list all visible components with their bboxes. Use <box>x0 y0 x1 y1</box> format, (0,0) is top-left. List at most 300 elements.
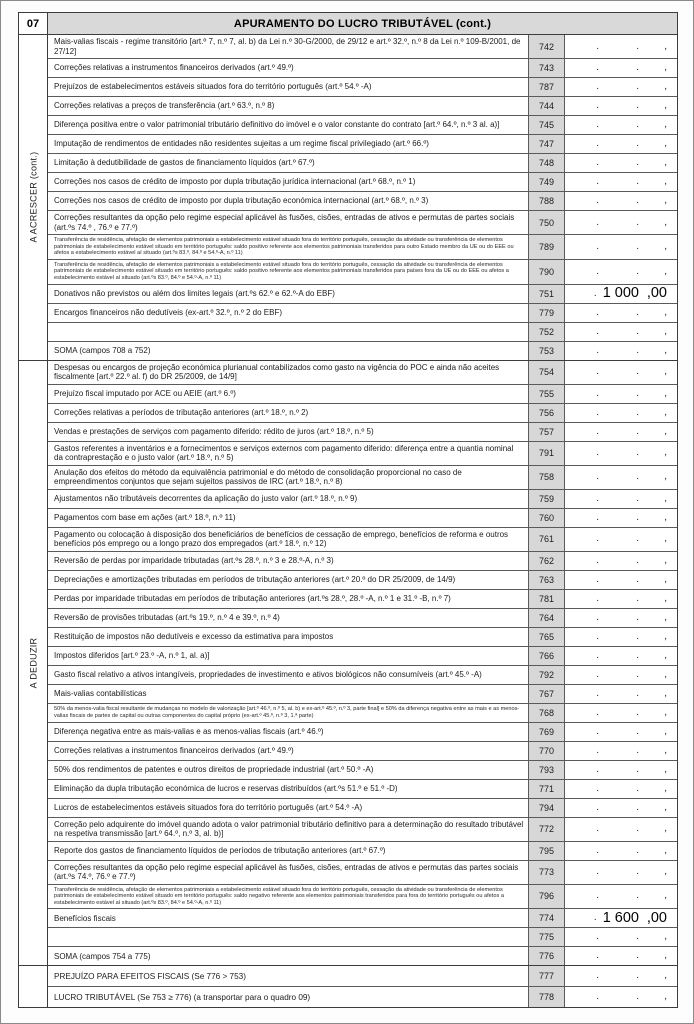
row-description: Lucros de estabelecimentos estáveis situados fora do território português (art.º 54.º -A) <box>54 802 363 812</box>
value-decimal-part: , <box>664 744 667 756</box>
form-row <box>48 947 677 965</box>
value-thousands-dot: . <box>596 492 599 504</box>
row-description: Pagamento ou colocação à disposição dos beneficiários de benefícios de cessação de emprego, benefícios de reforma e outros benefícios pós emprego ou a longo prazo dos empregados (art.º 18.º, n.º 12) <box>54 529 509 549</box>
value-cell[interactable] <box>565 211 677 234</box>
value-cell[interactable] <box>565 666 677 684</box>
value-decimal-part: , <box>664 630 667 642</box>
value-cell[interactable] <box>565 685 677 703</box>
value-thousands-dot: . <box>596 157 599 168</box>
form-row <box>48 723 677 742</box>
form-row <box>48 528 677 552</box>
form-row <box>48 666 677 685</box>
value-integer-part: . <box>636 844 639 856</box>
form-row <box>48 490 677 509</box>
section-label: A ACRESCER (cont.) <box>19 35 48 360</box>
value-cell[interactable] <box>565 361 677 384</box>
form-row <box>48 404 677 423</box>
form-row <box>48 59 677 78</box>
form-row <box>48 861 677 885</box>
field-code: 756 <box>528 404 565 422</box>
value-integer-part: . <box>636 240 639 252</box>
value-decimal-part: , <box>664 782 667 794</box>
value-integer-part: . <box>636 890 639 902</box>
value-integer-part: . <box>636 387 639 399</box>
field-code: 773 <box>528 861 565 884</box>
row-description: Restituição de impostos não dedutíveis e excesso da estimativa para impostos <box>54 631 334 641</box>
form-row <box>48 928 677 947</box>
value-integer-part: . <box>636 991 639 1003</box>
field-code: 772 <box>528 818 565 841</box>
value-integer-part: . <box>636 687 639 699</box>
value-integer-part: . <box>636 492 639 504</box>
field-code: 758 <box>528 466 565 489</box>
value-thousands-dot: . <box>596 782 599 794</box>
value-cell[interactable] <box>565 192 677 210</box>
value-integer-part: . <box>636 782 639 794</box>
value-decimal-part: , <box>664 447 667 459</box>
form-row <box>48 466 677 490</box>
value-decimal-part: , <box>664 62 667 73</box>
value-decimal-part: , <box>664 216 667 228</box>
row-description: Diferença positiva entre o valor patrimonial tributário definitivo do imóvel e o valor constante do contrato [art.º 64.º, n.º 3 al. a)] <box>54 120 500 130</box>
field-code: 757 <box>528 423 565 441</box>
value-integer-part: . <box>636 447 639 459</box>
value-thousands-dot: . <box>596 62 599 73</box>
row-description: Limitação à dedutibilidade de gastos de financiamento líquidos (art.º 67.º) <box>54 158 315 168</box>
value-decimal-part: , <box>664 649 667 661</box>
value-cell[interactable] <box>565 742 677 760</box>
row-description: SOMA (campos 754 a 775) <box>54 951 151 961</box>
field-code: 749 <box>528 173 565 191</box>
field-code: 774 <box>528 909 565 927</box>
value-integer-part: . <box>636 119 639 130</box>
value-decimal-part: , <box>664 195 667 206</box>
value-decimal-part: , <box>664 119 667 130</box>
value-integer-part: . <box>636 554 639 566</box>
value-integer-part: . <box>636 668 639 680</box>
row-description <box>48 323 528 341</box>
row-description: Reversão de perdas por imparidade tributadas (art.ºs 28.º, n.º 3 e 28.º-A, n.º 3) <box>54 555 334 565</box>
value-thousands-dot: . <box>596 387 599 399</box>
value-integer-part: . <box>636 40 639 52</box>
row-description: Reporte dos gastos de financiamento líquidos de períodos de tributação anteriores (art.º 67.º) <box>54 845 386 855</box>
row-description: Anulação dos efeitos do método da equivalência patrimonial e do método de consolidação proporcional no caso de empreendimentos conjuntos que sejam sujeitos passivos de IRC (art.º 18.º, n.º 8) <box>54 467 462 487</box>
value-decimal-part: , <box>664 573 667 585</box>
value-decimal-part: , <box>664 668 667 680</box>
value-cell[interactable] <box>565 404 677 422</box>
value-cell[interactable] <box>565 647 677 665</box>
value-thousands-dot: . <box>596 216 599 228</box>
form-row <box>48 116 677 135</box>
row-description: Transferência de residência, afetação de elementos patrimoniais a estabelecimento estável situado fora do território português, cessação da atividade ou transferência de elementos patrimoniais de estabelecimento estável situado em território português: saldo positivo referente aos elementos patrimoniais transferidos para países fora da UE ou do EEE ou afetos a estabelecimento estável aí situado (art.ºs 83.º, 84.º e 54.º-A, n.º 11) <box>54 261 509 281</box>
value-integer-part: . <box>636 425 639 437</box>
value-integer-part: . <box>636 62 639 73</box>
row-description: Correção pelo adquirente do imóvel quando adota o valor patrimonial tributário definitivo para a determinação do resultado tributável na respetiva transmissão [art.º 64.º, n.º 3, al. b)] <box>54 819 524 839</box>
value-cell[interactable] <box>565 628 677 646</box>
form-row <box>48 192 677 211</box>
value-integer-part: . <box>636 573 639 585</box>
field-code: 755 <box>528 385 565 403</box>
row-description: 50% da menos-valia fiscal resultante de mudanças no modelo de valorização [art.º 46.º, n.º 5, al. b) e ex-art.º 45.º, n.º 3, parte final] e 50% da diferença negativa entre as mais e as menos-valias fiscais de partes de capital ou outras componentes do capital próprio (ex-art.º 45.º, n.º 3, 1.ª parte) <box>54 705 520 719</box>
value-cell[interactable] <box>565 966 677 986</box>
value-decimal-part: , <box>664 306 667 318</box>
section-label <box>19 966 48 1007</box>
row-description: Correções resultantes da opção pelo regime especial aplicável às fusões, cisões, entradas de ativos e permutas das partes sociais (art.ºs 74.º, 76.º e 77.º) <box>54 862 519 882</box>
value-cell[interactable] <box>565 799 677 817</box>
value-thousands-dot: . <box>596 425 599 437</box>
value-thousands-dot: . <box>596 592 599 604</box>
value-integer-part: . <box>636 344 639 356</box>
value-thousands-dot: . <box>596 844 599 856</box>
field-code: 775 <box>528 928 565 946</box>
form-row <box>48 647 677 666</box>
value-cell[interactable] <box>565 385 677 403</box>
value-integer-part: . <box>636 138 639 149</box>
row-description: Correções relativas a preços de transferência (art.º 63.º, n.º 8) <box>54 101 275 111</box>
field-code: 753 <box>528 342 565 360</box>
value-thousands-dot: . <box>596 890 599 902</box>
row-description: Eliminação da dupla tributação económica de lucros e reservas distribuídos (art.ºs 51.º e 51.º -D) <box>54 783 398 793</box>
value-cell[interactable] <box>565 304 677 322</box>
row-description: Imputação de rendimentos de entidades não residentes sujeitas a um regime fiscal privilegiado (art.º 66.º) <box>54 139 429 149</box>
value-thousands-dot: . <box>596 240 599 252</box>
value-cell[interactable] <box>565 78 677 96</box>
field-code: 759 <box>528 490 565 508</box>
value-thousands-dot: . <box>596 195 599 206</box>
field-code: 751 <box>528 285 565 303</box>
field-code: 754 <box>528 361 565 384</box>
value-integer-part: . <box>636 725 639 737</box>
field-code: 790 <box>528 260 565 284</box>
form-row <box>48 260 677 285</box>
value-cell[interactable] <box>565 987 677 1007</box>
form-row <box>48 173 677 192</box>
value-cell[interactable] <box>565 466 677 489</box>
field-code: 781 <box>528 590 565 608</box>
value-decimal-part: ,00 <box>646 285 667 302</box>
form-row <box>48 761 677 780</box>
value-cell[interactable] <box>565 928 677 946</box>
row-description: Transferência de residência, afetação de elementos patrimoniais a estabelecimento estável situado fora do território português, cessação da atividade ou transferência de elementos patrimoniais de estabelecimento estável situado em território português: saldo positivo referente aos elementos patrimoniais transferidos para outro Estado membro da UE ou do EEE ou afetos a estabelecimento estável aí situado (art.ºs 83.º, 84.º e 54.º-A, n.º 11) <box>54 237 514 257</box>
value-cell[interactable] <box>565 609 677 627</box>
value-thousands-dot: . <box>596 970 599 982</box>
value-cell[interactable] <box>565 509 677 527</box>
value-decimal-part: , <box>664 554 667 566</box>
value-cell[interactable] <box>565 235 677 259</box>
form-row <box>48 154 677 173</box>
value-decimal-part: ,00 <box>646 910 667 927</box>
value-cell[interactable] <box>565 761 677 779</box>
value-cell[interactable] <box>565 947 677 965</box>
field-code: 787 <box>528 78 565 96</box>
value-decimal-part: , <box>664 425 667 437</box>
row-description: Ajustamentos não tributáveis decorrentes da aplicação do justo valor (art.º 18.º, n.º 9) <box>54 493 358 503</box>
value-integer-part: . <box>636 706 639 718</box>
value-cell[interactable] <box>565 723 677 741</box>
value-thousands-dot: . <box>596 325 599 337</box>
row-description: Impostos diferidos [art.º 23.º -A, n.º 1, al. a)] <box>54 650 210 660</box>
row-description: Correções nos casos de crédito de imposto por dupla tributação jurídica internacional (art.º 68.º, n.º 1) <box>54 177 416 187</box>
value-integer-part: 1 000 <box>602 285 639 302</box>
value-cell[interactable] <box>565 59 677 77</box>
value-integer-part: . <box>636 592 639 604</box>
value-integer-part: . <box>636 100 639 111</box>
field-code: 792 <box>528 666 565 684</box>
field-code: 762 <box>528 552 565 570</box>
value-thousands-dot: . <box>596 138 599 149</box>
value-integer-part: . <box>636 366 639 378</box>
value-thousands-dot: . <box>596 81 599 92</box>
field-code: 788 <box>528 192 565 210</box>
row-description: 50% dos rendimentos de patentes e outros direitos de propriedade industrial (art.º 50.º -A) <box>54 764 374 774</box>
value-thousands-dot: . <box>596 687 599 699</box>
value-integer-part: . <box>636 763 639 775</box>
field-code: 796 <box>528 885 565 909</box>
field-code: 743 <box>528 59 565 77</box>
row-description: Perdas por imparidade tributadas em períodos de tributação anteriores (art.ºs 28.º, 28.º -A, n.º 1 e 31.º -B, n.º 7) <box>54 593 451 603</box>
value-decimal-part: , <box>664 950 667 962</box>
row-description: Encargos financeiros não dedutíveis (ex-art.º 32.º, n.º 2 do EBF) <box>54 307 282 317</box>
field-code: 770 <box>528 742 565 760</box>
value-integer-part: . <box>636 801 639 813</box>
field-code: 768 <box>528 704 565 722</box>
value-decimal-part: , <box>664 823 667 835</box>
value-integer-part: . <box>636 970 639 982</box>
row-description: LUCRO TRIBUTÁVEL (Se 753 ≥ 776) (a transportar para o quadro 09) <box>54 992 311 1002</box>
value-integer-part: . <box>636 649 639 661</box>
value-thousands-dot: . <box>596 533 599 545</box>
row-description: Diferença negativa entre as mais-valias e as menos-valias fiscais (art.º 46.º) <box>54 726 324 736</box>
field-code: 748 <box>528 154 565 172</box>
form-row <box>48 552 677 571</box>
value-cell[interactable] <box>565 818 677 841</box>
value-decimal-part: , <box>664 592 667 604</box>
field-code: 763 <box>528 571 565 589</box>
value-cell[interactable] <box>565 490 677 508</box>
row-description: Reversão de provisões tributadas (art.ºs 19.º, n.º 4 e 39.º, n.º 4) <box>54 612 280 622</box>
row-description: Despesas ou encargos de projeção económica plurianual contabilizados como gasto na vigência do POC e ainda não aceites fiscalmente [art.º 22.º al. f) do DR 25/2009, de 14/9] <box>54 362 500 382</box>
value-cell[interactable] <box>565 552 677 570</box>
value-decimal-part: , <box>664 492 667 504</box>
value-cell[interactable] <box>565 97 677 115</box>
form-row <box>48 97 677 116</box>
value-thousands-dot: . <box>596 801 599 813</box>
row-description: Correções relativas a instrumentos financeiros derivados (art.º 49.º) <box>54 63 294 73</box>
value-cell[interactable] <box>565 861 677 884</box>
value-thousands-dot: . <box>596 511 599 523</box>
form-row <box>48 571 677 590</box>
section-rows <box>48 966 677 1007</box>
value-integer-part: . <box>636 866 639 878</box>
value-cell[interactable] <box>565 590 677 608</box>
form-row <box>48 685 677 704</box>
value-thousands-dot: . <box>596 554 599 566</box>
form-row <box>48 509 677 528</box>
form-row <box>48 211 677 235</box>
form-row <box>48 342 677 360</box>
field-code: 793 <box>528 761 565 779</box>
value-thousands-dot: . <box>596 630 599 642</box>
value-thousands-dot: . <box>593 287 597 299</box>
value-cell[interactable] <box>565 442 677 465</box>
form-section <box>19 361 677 967</box>
row-description: Mais-valias contabilísticas <box>54 688 147 698</box>
value-decimal-part: , <box>664 991 667 1003</box>
form-section <box>19 35 677 361</box>
form-row <box>48 818 677 842</box>
value-cell[interactable] <box>565 116 677 134</box>
form-row <box>48 235 677 260</box>
value-thousands-dot: . <box>596 366 599 378</box>
form-row <box>48 609 677 628</box>
quadro-number: 07 <box>19 13 48 34</box>
value-cell[interactable] <box>565 842 677 860</box>
value-cell[interactable] <box>565 704 677 722</box>
field-code: 791 <box>528 442 565 465</box>
row-description: Correções relativas a instrumentos financeiros derivados (art.º 49.º) <box>54 745 294 755</box>
value-decimal-part: , <box>664 844 667 856</box>
row-description: Prejuízos de estabelecimentos estáveis situados fora do território português (art.º 54.º -A) <box>54 82 372 92</box>
value-integer-part: . <box>636 265 639 277</box>
row-description: Mais-valias fiscais - regime transitório [art.º 7, n.º 7, al. b) da Lei n.º 30-G/2000, de 29/12 e art.º 32.º, n.º 8 da Lei n.º 109-B/2001, de 27/12] <box>54 37 521 56</box>
value-decimal-part: , <box>664 81 667 92</box>
row-description: PREJUÍZO PARA EFEITOS FISCAIS (Se 776 > 753) <box>54 971 246 981</box>
field-code: 767 <box>528 685 565 703</box>
value-thousands-dot: . <box>596 573 599 585</box>
form-row <box>48 842 677 861</box>
value-cell[interactable] <box>565 154 677 172</box>
value-thousands-dot: . <box>596 119 599 130</box>
value-integer-part: . <box>636 471 639 483</box>
sections-root <box>19 35 677 1007</box>
value-decimal-part: , <box>664 970 667 982</box>
row-description: Transferência de residência, afetação de elementos patrimoniais a estabelecimento estável situado fora do território português, cessação da atividade ou transferência de elementos patrimoniais de estabelecimento estável situado em território português: saldo negativo referente aos elementos patrimoniais transferidos para fora do território português ou afetos a estabelecimento estável aí situado (art.ºs 83.º, 84.º e 54.º-A, n.º 11) <box>54 886 504 906</box>
value-cell[interactable] <box>565 135 677 153</box>
value-decimal-part: , <box>664 40 667 52</box>
value-integer-part: . <box>636 533 639 545</box>
value-thousands-dot: . <box>596 344 599 356</box>
value-decimal-part: , <box>664 801 667 813</box>
row-description: Benefícios fiscais <box>54 913 116 923</box>
value-thousands-dot: . <box>596 176 599 187</box>
table-header <box>19 13 677 35</box>
value-thousands-dot: . <box>596 866 599 878</box>
value-cell[interactable] <box>565 780 677 798</box>
section-label: A DEDUZIR <box>19 361 48 966</box>
form-row <box>48 909 677 928</box>
field-code: 769 <box>528 723 565 741</box>
value-decimal-part: , <box>664 265 667 277</box>
value-thousands-dot: . <box>596 763 599 775</box>
row-description: Donativos não previstos ou além dos limites legais (art.ºs 62.º e 62.º-A do EBF) <box>54 288 335 298</box>
value-thousands-dot: . <box>596 706 599 718</box>
value-decimal-part: , <box>664 100 667 111</box>
value-cell[interactable] <box>565 173 677 191</box>
field-code: 764 <box>528 609 565 627</box>
value-decimal-part: , <box>664 511 667 523</box>
value-integer-part: . <box>636 325 639 337</box>
value-integer-part: . <box>636 195 639 206</box>
value-integer-part: . <box>636 931 639 943</box>
value-decimal-part: , <box>664 344 667 356</box>
form-row <box>48 987 677 1007</box>
value-thousands-dot: . <box>596 950 599 962</box>
value-thousands-dot: . <box>596 265 599 277</box>
value-integer-part: . <box>636 176 639 187</box>
value-decimal-part: , <box>664 325 667 337</box>
form-row <box>48 704 677 723</box>
value-decimal-part: , <box>664 366 667 378</box>
form-title: APURAMENTO DO LUCRO TRIBUTÁVEL (cont.) <box>48 13 677 34</box>
form-row <box>48 385 677 404</box>
row-description: Vendas e prestações de serviços com pagamento diferido: rédito de juros (art.º 18.º, n.º 5) <box>54 426 374 436</box>
field-code: 779 <box>528 304 565 322</box>
value-integer-part: . <box>636 406 639 418</box>
row-description <box>48 928 528 946</box>
value-cell[interactable] <box>565 285 677 303</box>
value-integer-part: . <box>636 744 639 756</box>
value-thousands-dot: . <box>596 725 599 737</box>
field-code: 777 <box>528 966 565 986</box>
value-decimal-part: , <box>664 763 667 775</box>
value-thousands-dot: . <box>596 471 599 483</box>
row-description: SOMA (campos 708 a 752) <box>54 345 151 355</box>
field-code: 776 <box>528 947 565 965</box>
field-code: 745 <box>528 116 565 134</box>
value-cell[interactable] <box>565 423 677 441</box>
value-decimal-part: , <box>664 157 667 168</box>
value-cell[interactable] <box>565 885 677 909</box>
form-row <box>48 323 677 342</box>
field-code: 789 <box>528 235 565 259</box>
section-rows <box>48 361 677 966</box>
field-code: 771 <box>528 780 565 798</box>
value-cell[interactable] <box>565 323 677 341</box>
form-row <box>48 742 677 761</box>
value-cell[interactable] <box>565 260 677 284</box>
value-cell[interactable] <box>565 528 677 551</box>
value-decimal-part: , <box>664 240 667 252</box>
form-row <box>48 285 677 304</box>
form-row <box>48 304 677 323</box>
value-cell[interactable] <box>565 342 677 360</box>
form-row <box>48 885 677 910</box>
field-code: 765 <box>528 628 565 646</box>
value-integer-part: . <box>636 630 639 642</box>
field-code: 747 <box>528 135 565 153</box>
value-cell[interactable] <box>565 35 677 58</box>
field-code: 760 <box>528 509 565 527</box>
field-code: 795 <box>528 842 565 860</box>
form-row <box>48 780 677 799</box>
form-section <box>19 966 677 1007</box>
row-description: Correções relativas a períodos de tributação anteriores (art.º 18.º, n.º 2) <box>54 407 309 417</box>
value-decimal-part: , <box>664 471 667 483</box>
value-decimal-part: , <box>664 866 667 878</box>
field-code: 750 <box>528 211 565 234</box>
value-cell[interactable] <box>565 571 677 589</box>
field-code: 752 <box>528 323 565 341</box>
value-decimal-part: , <box>664 533 667 545</box>
value-decimal-part: , <box>664 176 667 187</box>
field-code: 766 <box>528 647 565 665</box>
value-integer-part: . <box>636 950 639 962</box>
form-row <box>48 442 677 466</box>
value-cell[interactable] <box>565 909 677 927</box>
form-row <box>48 966 677 987</box>
form-row <box>48 423 677 442</box>
value-decimal-part: , <box>664 890 667 902</box>
